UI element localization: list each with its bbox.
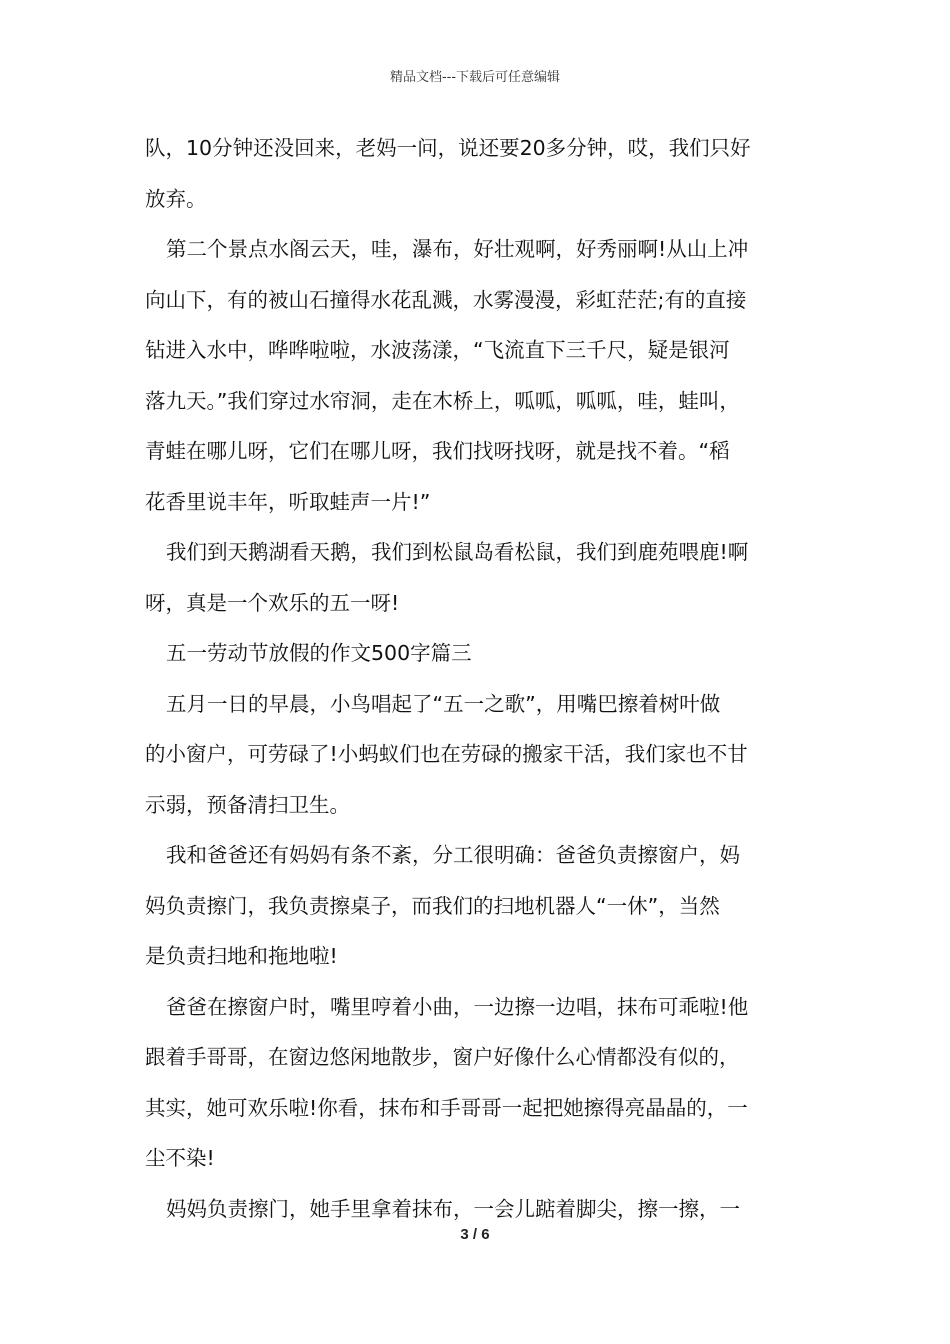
text-line: 妈负责擦门，我负责擦桌子，而我们的扫地机器人“一休”，当然 [145, 893, 720, 918]
section-heading: 五一劳动节放假的作文500字篇三 [166, 641, 472, 665]
document-body [145, 123, 810, 1234]
paragraph-start: 我们到天鹅湖看天鹅，我们到松鼠岛看松鼠，我们到鹿苑喂鹿!啊 [166, 540, 749, 564]
text-line: 青蛙在哪儿呀，它们在哪儿呀，我们找呀找呀，就是找不着。“稻 [145, 439, 730, 463]
text-line: 是负责扫地和拖地啦! [145, 944, 338, 968]
text-line: 落九天。”我们穿过水帘洞，走在木桥上，呱呱，呱呱，哇，蛙叫， [145, 388, 740, 413]
paragraph-start: 妈妈负责擦门，她手里拿着抹布，一会儿踮着脚尖，擦一擦，一 [166, 1196, 740, 1221]
page-header: 精品文档---下载后可任意编辑 [389, 70, 561, 85]
text-line: 其实，她可欢乐啦!你看，抹布和手哥哥一起把她擦得亮晶晶的，一 [145, 1095, 748, 1120]
text-line: 跟着手哥哥，在窗边悠闲地散步，窗户好像什么心情都没有似的， [145, 1045, 740, 1069]
text-line: 花香里说丰年，听取蛙声一片!” [145, 489, 431, 514]
paragraph-start: 五月一日的早晨，小鸟唱起了“五一之歌”，用嘴巴擦着树叶做 [166, 691, 721, 716]
text-line: 钻进入水中，哗哗啦啦，水波荡漾，“飞流直下三千尺，疑是银河 [145, 338, 730, 362]
page-number: 3 / 6 [460, 1226, 490, 1243]
paragraph-start: 我和爸爸还有妈妈有条不紊，分工很明确：爸爸负责擦窗户，妈 [166, 843, 740, 867]
text-line: 队，10分钟还没回来，老妈一问，说还要20多分钟，哎，我们只好 [145, 136, 751, 160]
paragraph-start: 爸爸在擦窗户时，嘴里哼着小曲，一边擦一边唱，抹布可乖啦!他 [166, 994, 749, 1019]
text-line: 呀，真是一个欢乐的五一呀! [145, 590, 400, 615]
text-line: 尘不染! [145, 1146, 215, 1170]
text-line: 向山下，有的被山石撞得水花乱溅，水雾漫漫，彩虹茫茫;有的直接 [145, 287, 747, 312]
text-line: 的小窗户，可劳碌了!小蚂蚁们也在劳碌的搬家干活，我们家也不甘 [145, 742, 748, 766]
text-line: 示弱，预备清扫卫生。 [145, 792, 350, 817]
paragraph-start: 第二个景点水阁云天，哇，瀑布，好壮观啊，好秀丽啊!从山上冲 [166, 237, 749, 261]
text-line: 放弃。 [145, 186, 207, 211]
